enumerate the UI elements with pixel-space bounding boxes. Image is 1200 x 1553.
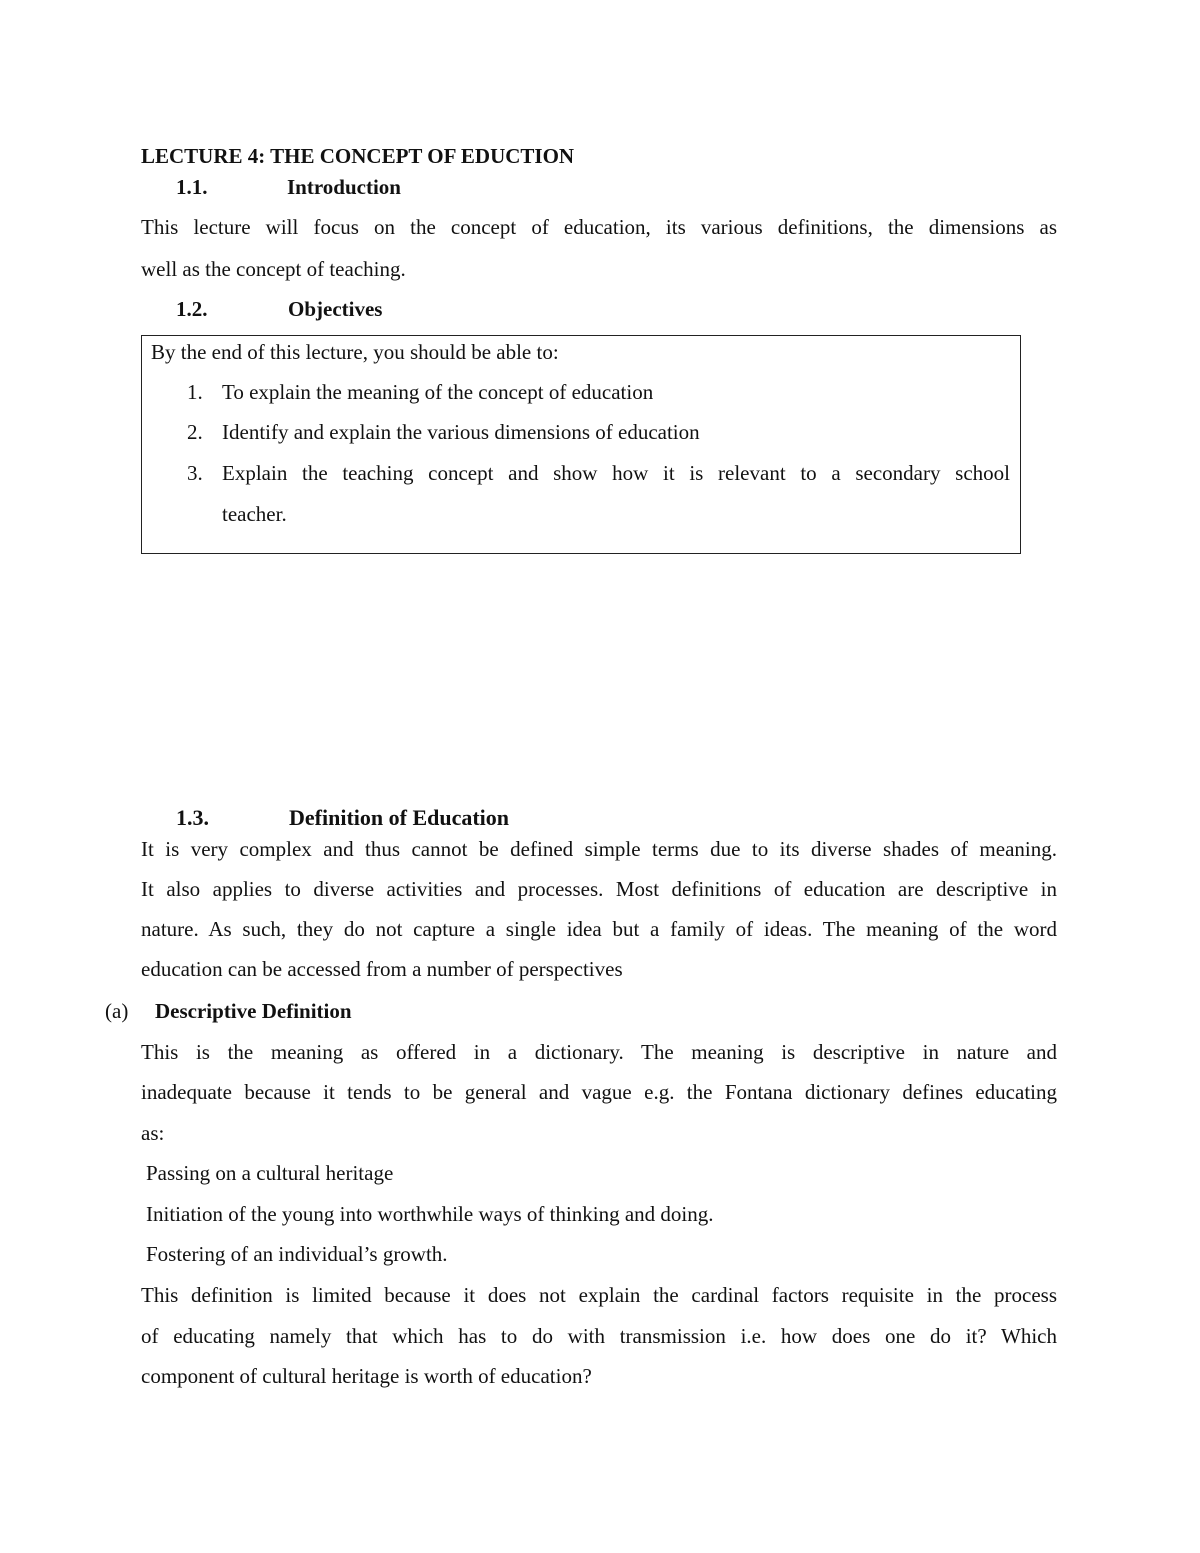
limitation-line-1: This definition is limited because it does not explain the cardinal factors requisite in the process (141, 1283, 1057, 1307)
definition-line-4: education can be accessed from a number of perspectives (141, 957, 623, 981)
subsection-heading-descriptive: Descriptive Definition (155, 999, 352, 1023)
section-heading-objectives: Objectives (288, 297, 383, 321)
limitation-line-2: of educating namely that which has to do with transmission i.e. how does one do it? Which (141, 1324, 1057, 1348)
subsection-marker-a: (a) (105, 999, 129, 1023)
objective-text-3-continued: teacher. (222, 502, 287, 526)
intro-line-1: This lecture will focus on the concept of education, its various definitions, the dimensions as (141, 215, 1057, 239)
descriptive-line-2: inadequate because it tends to be general and vague e.g. the Fontana dictionary defines educating (141, 1080, 1057, 1104)
objectives-lead: By the end of this lecture, you should be able to: (151, 340, 559, 364)
limitation-line-3: component of cultural heritage is worth of education? (141, 1364, 592, 1388)
lecture-title: LECTURE 4: THE CONCEPT OF EDUCTION (141, 144, 575, 168)
objective-number-1: 1. (187, 380, 203, 404)
objective-text-2: Identify and explain the various dimensions of education (222, 420, 700, 444)
objective-text-1: To explain the meaning of the concept of education (222, 380, 654, 404)
intro-line-2: well as the concept of teaching. (141, 257, 406, 281)
bullet-item-3: Fostering of an individual’s growth. (146, 1242, 448, 1266)
definition-line-1: It is very complex and thus cannot be defined simple terms due to its diverse shades of meaning. (141, 837, 1057, 861)
section-heading-definition: Definition of Education (289, 805, 510, 830)
section-number-definition: 1.3. (176, 805, 209, 830)
objective-text-3: Explain the teaching concept and show how it is relevant to a secondary school (222, 461, 1010, 485)
definition-line-2: It also applies to diverse activities and processes. Most definitions of education are descriptive in (141, 877, 1057, 901)
objective-number-2: 2. (187, 420, 203, 444)
bullet-item-2: Initiation of the young into worthwhile ways of thinking and doing. (146, 1202, 714, 1226)
descriptive-line-3: as: (141, 1121, 165, 1145)
descriptive-line-1: This is the meaning as offered in a dictionary. The meaning is descriptive in nature and (141, 1040, 1057, 1064)
section-number-objectives: 1.2. (176, 297, 208, 321)
definition-line-3: nature. As such, they do not capture a single idea but a family of ideas. The meaning of the word (141, 917, 1057, 941)
objective-number-3: 3. (187, 461, 203, 485)
section-heading-intro: Introduction (287, 175, 401, 199)
section-number-intro: 1.1. (176, 175, 208, 199)
bullet-item-1: Passing on a cultural heritage (146, 1161, 394, 1185)
